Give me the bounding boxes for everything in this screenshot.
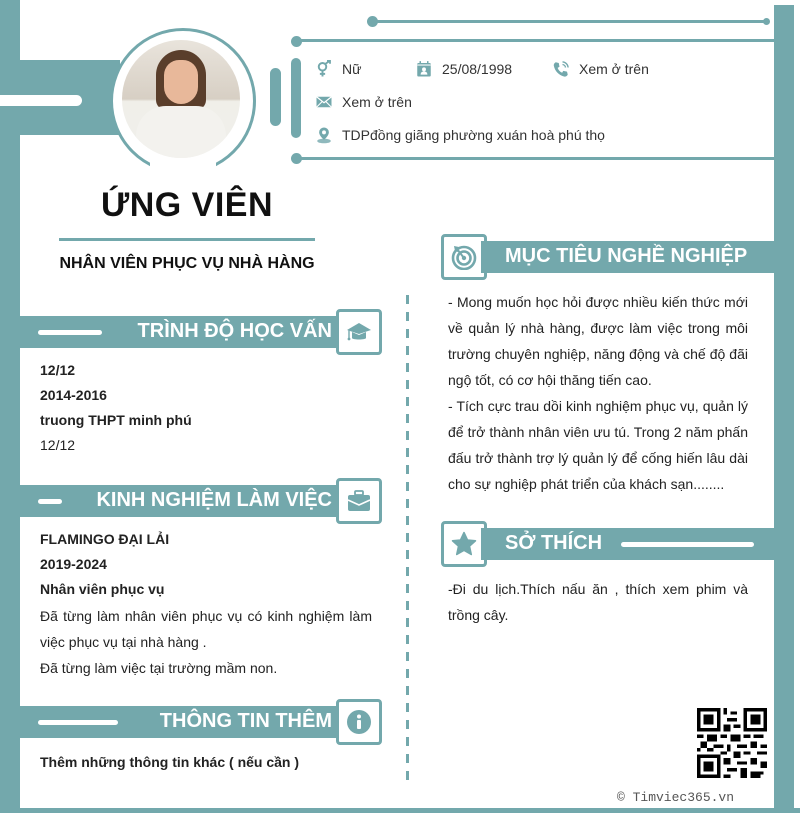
section-header-experience <box>20 478 382 524</box>
copyright-text: © Timviec365.vn <box>617 790 735 805</box>
objective-paragraph: - Mong muốn học hỏi được nhiều kiến thức mới về quản lý nhà hàng, được làm việc trong môi trường chuyên nghiệp, năng động và chế độ đãi ngộ tốt, có cơ hội thăng tiến cao. <box>448 294 748 388</box>
calendar-icon <box>415 60 433 78</box>
objective-paragraph: - Tích cực trau dồi kinh nghiệm phục vụ, quản lý để trở thành nhân viên ưu tú. Trong 2 năm phấn đấu trở thành trợ lý quản lý để cống hiến lâu dài cho sự nghiệp phát triển của khách sạn........ <box>448 398 748 492</box>
education-content <box>40 358 372 458</box>
decorative-pill <box>270 68 281 126</box>
contact-gender <box>315 60 361 78</box>
divider <box>59 238 315 241</box>
education-item: truong THPT minh phú <box>40 412 192 428</box>
column-divider <box>406 295 409 780</box>
address-value: TDPđồng giãng phường xuán hoà phú thọ <box>342 127 605 143</box>
section-title: KINH NGHIỆM LÀM VIỆC <box>96 489 332 511</box>
decorative-pill <box>0 95 82 106</box>
job-position: NHÂN VIÊN PHỤC VỤ NHÀ HÀNG <box>59 255 315 272</box>
section-header-objective <box>441 234 774 280</box>
candidate-name: ỨNG VIÊN <box>100 186 273 224</box>
mail-icon <box>315 93 333 111</box>
contact-phone <box>552 60 649 78</box>
qr-code-icon[interactable] <box>697 708 767 778</box>
gender-value: Nữ <box>342 61 362 77</box>
graduation-cap-icon <box>346 319 372 345</box>
target-icon <box>451 244 477 270</box>
contact-address <box>315 126 605 144</box>
section-header-extra <box>20 699 382 745</box>
bottom-frame-bar <box>0 808 800 813</box>
job-role: Nhân viên phục vụ <box>40 581 165 597</box>
job-description: Đã từng làm việc tại trường mầm non. <box>40 660 278 676</box>
section-title: THÔNG TIN THÊM <box>159 710 332 732</box>
phone-icon <box>552 60 570 78</box>
connector-line <box>296 157 774 160</box>
info-icon <box>346 709 372 735</box>
work-period: 2019-2024 <box>40 556 107 572</box>
right-frame-bar <box>774 5 794 813</box>
extra-info-text: Thêm những thông tin khác ( nếu cần ) <box>40 754 300 770</box>
gender-icon <box>315 60 333 78</box>
connector-dot <box>763 18 770 25</box>
avatar-ring-gap <box>150 160 216 176</box>
section-title: MỤC TIÊU NGHỀ NGHIỆP <box>505 245 748 267</box>
connector-line <box>296 39 774 42</box>
contact-email <box>315 93 412 111</box>
education-item: 12/12 <box>40 437 76 453</box>
section-header-education <box>20 309 382 355</box>
education-item: 12/12 <box>40 362 76 378</box>
section-header-hobbies <box>441 521 774 567</box>
birthday-value: 25/08/1998 <box>442 61 513 77</box>
phone-value: Xem ở trên <box>579 61 649 77</box>
company-name: FLAMINGO ĐẠI LẢI <box>40 531 170 547</box>
location-pin-icon <box>315 126 333 144</box>
job-description: Đã từng làm nhân viên phục vụ có kinh nghiệm làm việc phục vụ tại nhà hàng . <box>40 608 372 650</box>
email-value: Xem ở trên <box>342 94 412 110</box>
connector-line <box>372 20 767 23</box>
section-title: SỞ THÍCH <box>505 532 603 554</box>
experience-content <box>40 527 372 681</box>
hobbies-text: -Đi du lịch.Thích nấu ăn , thích xem phim và trồng cây. <box>448 581 748 623</box>
contact-birthday <box>415 60 512 78</box>
decorative-pill <box>291 58 301 138</box>
briefcase-icon <box>346 488 372 514</box>
section-title: TRÌNH ĐỘ HỌC VẤN <box>137 320 332 342</box>
objective-content <box>448 289 748 497</box>
avatar[interactable] <box>122 40 240 158</box>
star-icon <box>451 531 477 557</box>
education-item: 2014-2016 <box>40 387 107 403</box>
